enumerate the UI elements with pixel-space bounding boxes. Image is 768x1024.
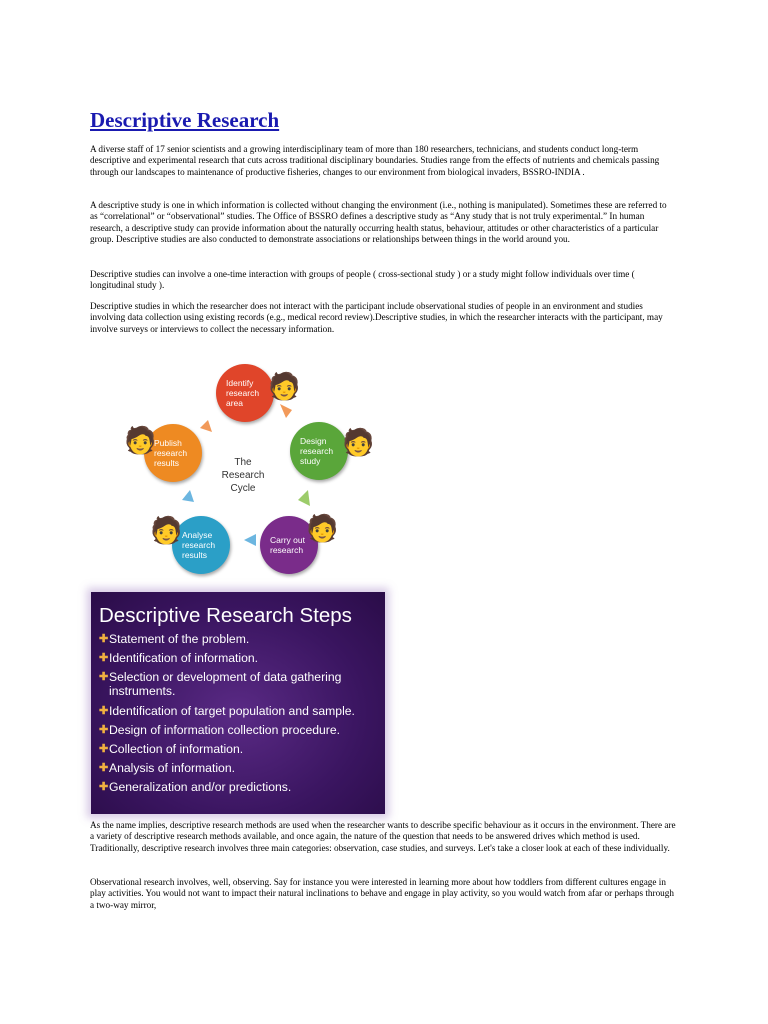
- cycle-step-identify: Identify research area: [216, 364, 274, 422]
- paragraph-1: A diverse staff of 17 senior scientists and a growing interdisciplinary team of more than 180 researchers, technicians, and students conduct long-term descriptive and experimental research that cuts across traditional disciplinary boundaries. Studies range from the effects of nutrients and chemicals passing through our landscapes to maintenance of productive fisheries, changes to our environment from biological invaders, BSSRO-INDIA .: [90, 144, 660, 177]
- paragraph-5: As the name implies, descriptive research methods are used when the researcher wants to describe specific behaviour as it occurs in the environment. There are a variety of descriptive research methods available, and once again, the nature of the question that needs to be answered drives which method is used. Traditionally, descriptive research involves three main categories: observation, case studies, and surveys. Let's take a closer look at each of these individually.: [90, 820, 676, 853]
- step-item: ✚ Statement of the problem.: [99, 632, 250, 646]
- steps-title: Descriptive Research Steps: [99, 604, 352, 627]
- paragraph-2: A descriptive study is one in which information is collected without changing the environment (i.e., nothing is manipulated). Sometimes these are referred to as “correlational” or “observational” studies. The Office of BSSRO defines a descriptive study as “Any study that is not truly experimental.” In human research, a descriptive study can provide information about the naturally occurring health status, behaviour, attitudes or other characteristics of a particular group. Descriptive studies are also conducted to demonstrate associations or relationships between things in the world around you.: [90, 200, 667, 245]
- plus-icon: ✚: [99, 762, 109, 775]
- analyst-person-icon: 🧑: [150, 516, 183, 545]
- designer-person-icon: 🧑: [342, 428, 375, 457]
- cycle-step-carry-out: Carry out research: [260, 516, 318, 574]
- descriptive-research-steps-box: [91, 592, 385, 814]
- paragraph-6: Observational research involves, well, observing. Say for instance you were interested in learning more about how toddlers from different cultures engage in play activities. You would not want to impact their natural inclinations to behave and engage in play activity, so you would watch from afar or perhaps through a two-way mirror,: [90, 877, 674, 910]
- paragraph-4: Descriptive studies in which the researcher does not interact with the participant include observational studies of people in an environment and studies involving data collection using existing records (e.g., medical record review).Descriptive studies, in which the researcher interacts with the participant, may involve surveys or interviews to collect the necessary information.: [90, 301, 663, 334]
- plus-icon: ✚: [99, 671, 109, 684]
- step-item: ✚ Generalization and/or predictions.: [99, 780, 292, 795]
- step-item: ✚ Identification of information.: [99, 651, 259, 666]
- page-title: Descriptive Research: [90, 108, 280, 132]
- step-item: ✚ Collection of information.: [99, 741, 244, 756]
- presenter-person-icon: 🧑: [124, 426, 157, 455]
- paragraph-3: Descriptive studies can involve a one-time interaction with groups of people ( cross-sectional study ) or a study might follow individuals over time ( longitudinal study ).: [90, 269, 635, 291]
- step-item: ✚ Selection or development of data gathering instruments.: [99, 670, 342, 699]
- plus-icon: ✚: [99, 723, 109, 736]
- arrow-2: [298, 490, 310, 506]
- step-item: ✚ Design of information collection procedure.: [99, 722, 341, 737]
- arrow-3: [244, 534, 256, 546]
- plus-icon: ✚: [99, 742, 109, 755]
- plus-icon: ✚: [99, 781, 109, 794]
- cycle-step-design: Design research study: [290, 422, 348, 480]
- cycle-step-publish: Publish research results: [144, 424, 202, 482]
- cycle-step-analyse: Analyse research results: [172, 516, 230, 574]
- step-item: ✚ Analysis of information.: [99, 761, 235, 776]
- arrow-5: [200, 420, 212, 432]
- research-cycle-diagram: [120, 360, 375, 585]
- step-item: ✚ Identification of target population and sample.: [99, 703, 355, 718]
- plus-icon: ✚: [99, 652, 109, 665]
- plus-icon: ✚: [99, 633, 109, 645]
- arrow-1: [280, 404, 292, 418]
- researcher-person-icon: 🧑: [306, 514, 339, 543]
- cycle-center-label: The Research Cycle: [221, 457, 265, 494]
- plus-icon: ✚: [99, 704, 109, 717]
- thinking-person-icon: 🧑: [268, 372, 301, 401]
- arrow-4: [182, 490, 194, 502]
